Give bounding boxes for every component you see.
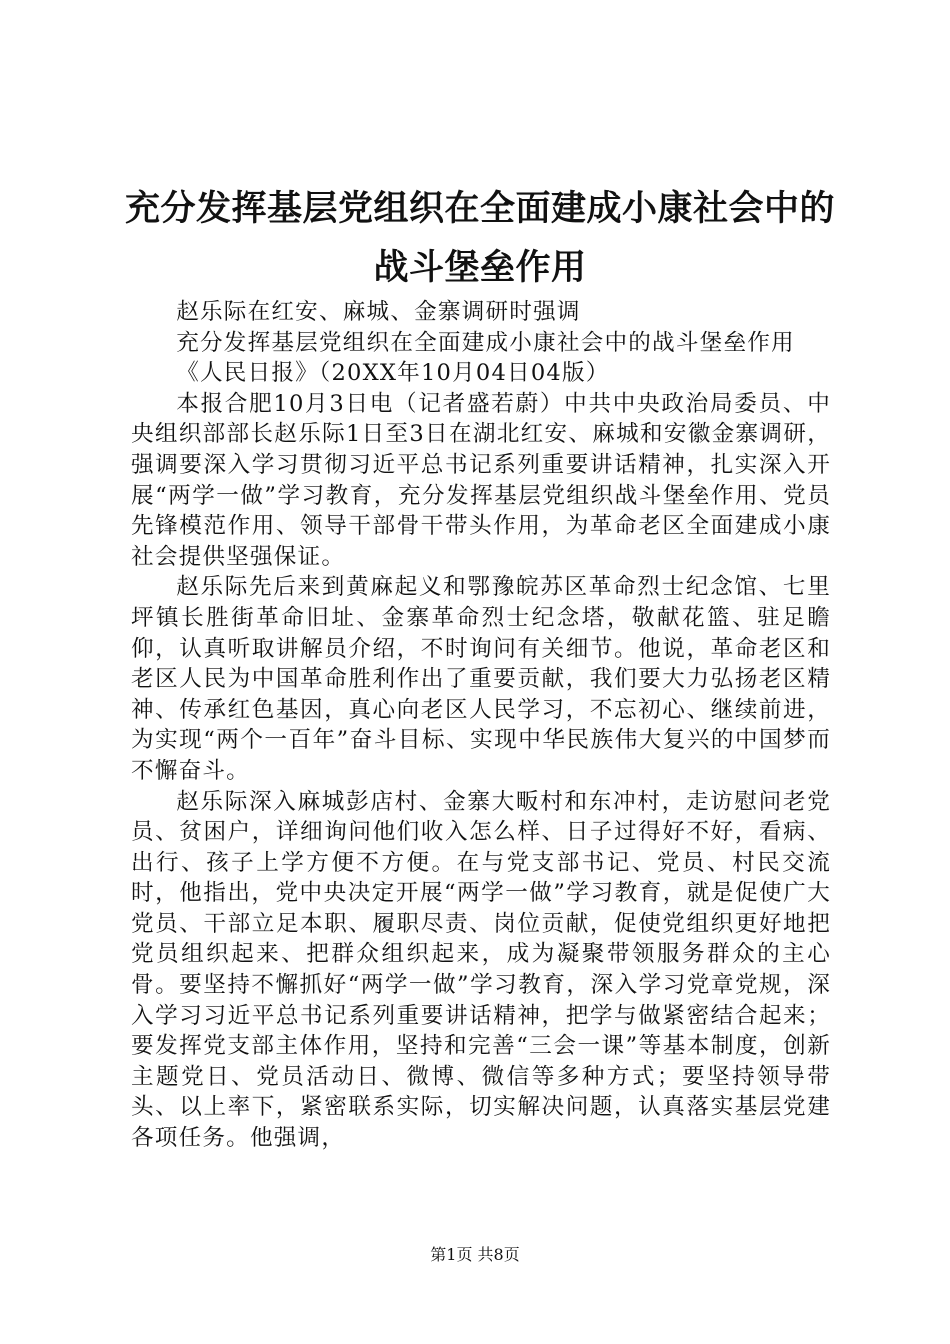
source-paragraph: 《人民日报》（20XX年10月04日04版）: [176, 360, 610, 387]
headline-paragraph: 充分发挥基层党组织在全面建成小康社会中的战斗堡垒作用: [176, 329, 795, 356]
body-paragraph-2: 赵乐际先后来到黄麻起义和鄂豫皖苏区革命烈士纪念馆、七里坪镇长胜街革命旧址、金寨革命烈士纪念塔，敬献花篮、驻足瞻仰，认真听取讲解员介绍，不时询问有关细节。他说，革命老区和老区人民为中国革命胜利作出了重要贡献，我们要大力弘扬老区精神、传承红色基因，真心向老区人民学习，不忘初心、继续前进，为实现“两个一百年”奋斗目标、实现中华民族伟大复兴的中国梦而不懈奋斗。: [131, 574, 831, 784]
document-title-line-1: 充分发挥基层党组织在全面建成小康社会中的: [124, 188, 835, 229]
subtitle-paragraph: 赵乐际在红安、麻城、金寨调研时强调: [176, 299, 581, 325]
body-paragraph-3: 赵乐际深入麻城彭店村、金寨大畈村和东冲村，走访慰问老党员、贫困户，详细询问他们收入怎么样、日子过得好不好，看病、出行、孩子上学方便不方便。在与党支部书记、党员、村民交流时，他指出，党中央决定开展“两学一做”学习教育，就是促使广大党员、干部立足本职、履职尽责、岗位贡献，促使党组织更好地把党员组织起来、把群众组织起来，成为凝聚带领服务群众的主心骨。要坚持不懈抓好“两学一做”学习教育，深入学习党章党规，深入学习习近平总书记系列重要讲话精神，把学与做紧密结合起来；要发挥党支部主体作用，坚持和完善“三会一课”等基本制度，创新主题党日、党员活动日、微博、微信等多种方式；要坚持领导带头、以上率下，紧密联系实际，切实解决问题，认真落实基层党建各项任务。他强调，: [131, 788, 831, 1152]
page-footer: 第1页 共8页: [430, 1245, 520, 1264]
document-body: [131, 297, 831, 1154]
body-paragraph-1: 本报合肥10月3日电（记者盛若蔚）中共中央政治局委员、中央组织部部长赵乐际1日至3日在湖北红安、麻城和安徽金寨调研，强调要深入学习贯彻习近平总书记系列重要讲话精神，扎实深入开展“两学一做”学习教育，充分发挥基层党组织战斗堡垒作用、党员先锋模范作用、领导干部骨干带头作用，为革命老区全面建成小康社会提供坚强保证。: [131, 390, 831, 570]
document-title-line-2: 战斗堡垒作用: [373, 247, 587, 288]
